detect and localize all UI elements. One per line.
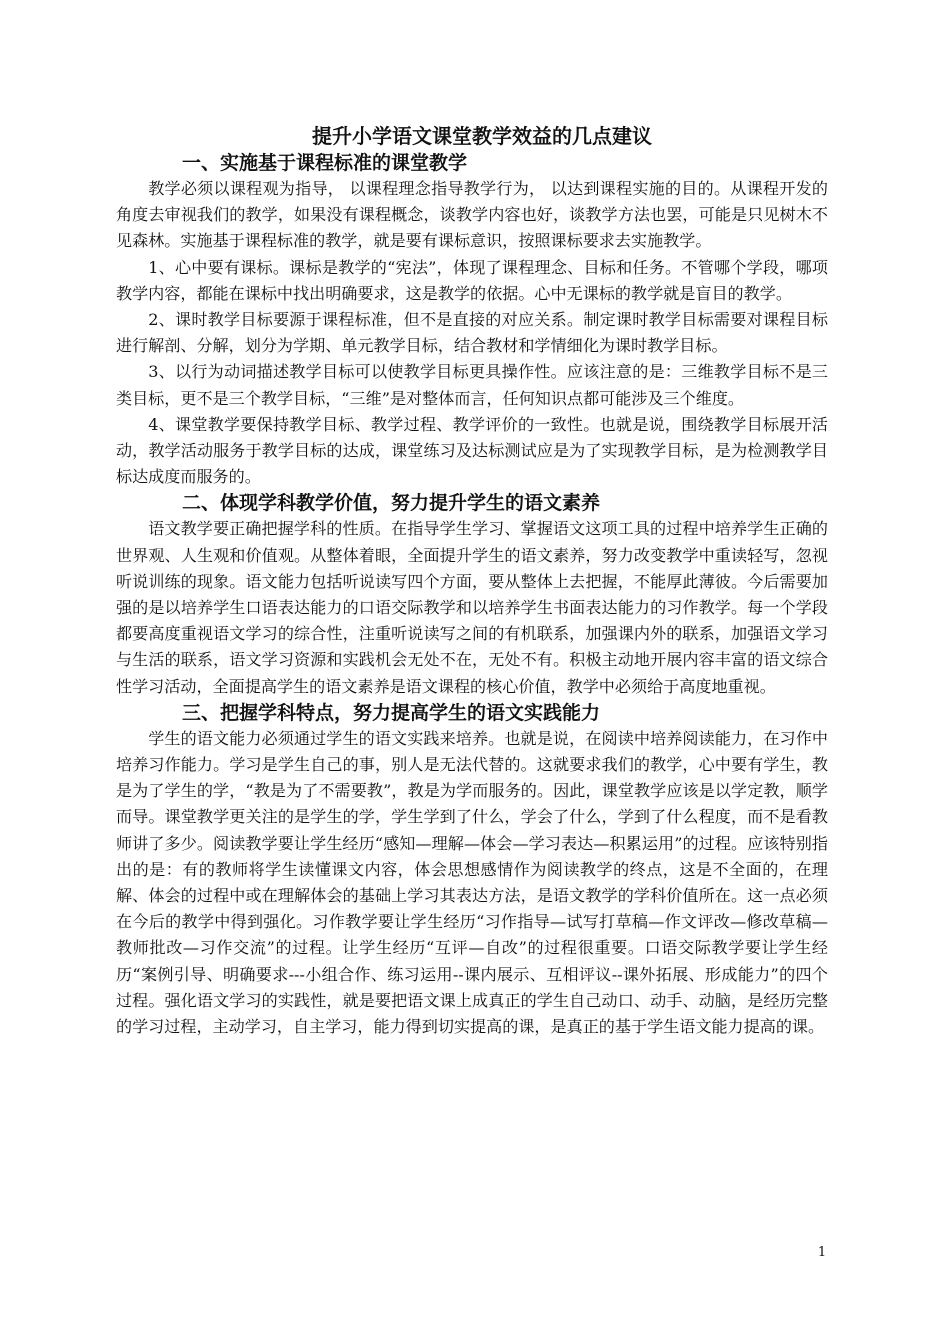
paragraph: 学生的语文能力必须通过学生的语文实践来培养。也就是说，在阅读中培养阅读能力，在习作中培养习作能力。学习是学生自己的事，别人是无法代替的。这就要求我们的教学，心中要有学生，教是为了学生的学，“教是为了不需要教”，教是为学而服务的。因此，课堂教学应该是以学定教，顺学而导。课堂教学更关注的是学生的学，学生学到了什么，学会了什么，学到了什么程度，而不是看教师讲了多少。阅读教学要让学生经历“感知—理解—体会—学习表达—积累运用”的过程。应该特别指出的是：有的教师将学生读懂课文内容，体会思想感情作为阅读教学的终点，这是不全面的，在理解、体会的过程中或在理解体会的基础上学习其表达方法，是语文教学的学科价值所在。这一点必须在今后的教学中得到强化。习作教学要让学生经历“习作指导—试写打草稿—作文评改—修改草稿—教师批改—习作交流”的过程。让学生经历“互评—自改”的过程很重要。口语交际教学要让学生经历“案例引导、明确要求---小组合作、练习运用--课内展示、互相评议--课外拓展、形成能力”的四个过程。强化语文学习的实践性，就是要把语文课上成真正的学生自己动口、动手、动脑，是经历完整的学习过程，主动学习，自主学习，能力得到切实提高的课，是真正的基于学生语文能力提高的课。 xyxy=(116,728,828,1037)
paragraph: 语文教学要正确把握学科的性质。在指导学生学习、掌握语文这项工具的过程中培养学生正确的世界观、人生观和价值观。从整体着眼，全面提升学生的语文素养，努力改变教学中重读轻写，忽视听说训练的现象。语文能力包括听说读写四个方面，要从整体上去把握，不能厚此薄彼。今后需要加强的是以培养学生口语表达能力的口语交际教学和以培养学生书面表达能力的习作教学。每一个学段都要高度重视语文学习的综合性，注重听说读写之间的有机联系，加强课内外的联系，加强语文学习与生活的联系，语文学习资源和实践机会无处不在，无处不有。积极主动地开展内容丰富的语文综合性学习活动，全面提高学生的语文素养是语文课程的核心价值，教学中必须给于高度地重视。 xyxy=(116,519,828,696)
paragraph: 3、以行为动词描述教学目标可以使教学目标更具操作性。应该注意的是：三维教学目标不是三类目标，更不是三个教学目标，“三维”是对整体而言，任何知识点都可能涉及三个维度。 xyxy=(116,362,828,408)
section-heading: 三、把握学科特点，努力提高学生的语文实践能力 xyxy=(182,701,601,724)
section-heading: 一、实施基于课程标准的课堂教学 xyxy=(182,152,468,174)
paragraph: 1、心中要有课标。课标是教学的“宪法”，体现了课程理念、目标和任务。不管哪个学段，哪项教学内容，都能在课标中找出明确要求，这是教学的依据。心中无课标的教学就是盲目的教学。 xyxy=(116,257,828,303)
section-heading: 二、体现学科教学价值，努力提升学生的语文素养 xyxy=(182,492,601,515)
section-3 xyxy=(116,700,828,1040)
paragraph: 教学必须以课程观为指导， 以课程理念指导教学行为， 以达到课程实施的目的。从课程开发的角度去审视我们的教学，如果没有课程概念，谈教学内容也好，谈教学方法也罢，可能是只见树木不见森林。实施基于课程标准的教学，就是要有课标意识，按照课标要求去实施教学。 xyxy=(116,179,828,251)
document-title: 提升小学语文课堂教学效益的几点建议 xyxy=(312,124,652,148)
section-2 xyxy=(116,490,828,699)
paragraph: 2、课时教学目标要源于课程标准，但不是直接的对应关系。制定课时教学目标需要对课程目标进行解剖、分解，划分为学期、单元教学目标，结合教材和学情细化为课时教学目标。 xyxy=(116,310,828,356)
page-number: 1 xyxy=(817,1245,827,1260)
paragraph: 4、课堂教学要保持教学目标、教学过程、教学评价的一致性。也就是说，围绕教学目标展开活动，教学活动服务于教学目标的达成，课堂练习及达标测试应是为了实现教学目标，是为检测教学目标达成度而服务的。 xyxy=(116,414,828,487)
document-body xyxy=(116,122,828,1040)
section-1 xyxy=(116,150,828,490)
